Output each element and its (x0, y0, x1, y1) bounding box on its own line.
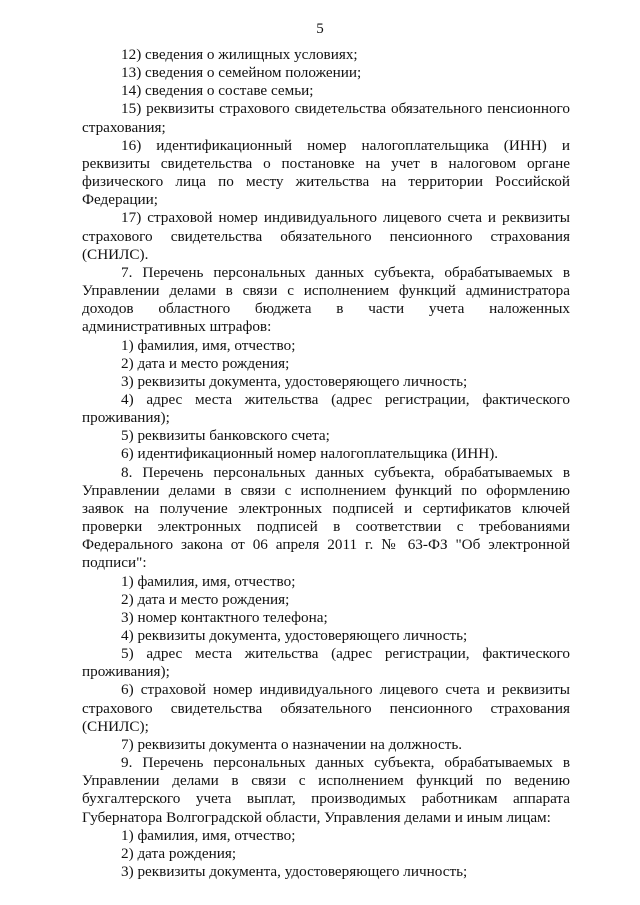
list-item: 12) сведения о жилищных условиях; (121, 46, 358, 63)
list-item: 6) страховой номер индивидуального лицевого счета и реквизиты страхового свидетельства обязательного пенсионного страхования (СНИЛС); (82, 681, 570, 735)
list-item: 2) дата и место рождения; (121, 590, 290, 608)
section-paragraph: 7. Перечень персональных данных субъекта, обрабатываемых в Управлении делами в связи с исполнением функций администратора доходов областного бюджета в части учета наложенных административных штрафов: (82, 263, 570, 336)
list-item: 3) реквизиты документа, удостоверяющего личность; (121, 863, 468, 881)
list-item: 16) идентификационный номер налогоплательщика (ИНН) и реквизиты свидетельства о постановке на учет в налоговом органе физического лица по месту жительства на территории Российской Федерации; (82, 136, 570, 209)
section-paragraph: 9. Перечень персональных данных субъекта, обрабатываемых в Управлении делами в связи с исполнением функций по ведению бухгалтерского учета выплат, производимых работникам аппарата Губернатора Волгоградской области, Управления делами и иным лицам: (82, 754, 570, 826)
list-item: 15) реквизиты страхового свидетельства обязательного пенсионного страхования; (82, 100, 570, 136)
list-item: 13) сведения о семейном положении; (121, 64, 362, 82)
list-item: 7) реквизиты документа о назначении на должность. (121, 735, 463, 753)
document-body (82, 46, 570, 881)
list-item: 5) реквизиты банковского счета; (121, 427, 330, 445)
list-item: 1) фамилия, имя, отчество; (121, 826, 296, 844)
list-item: 1) фамилия, имя, отчество; (121, 572, 296, 590)
list-item: 17) страховой номер индивидуального лицевого счета и реквизиты страхового свидетельства обязательного пенсионного страхования (СНИЛС). (82, 209, 570, 263)
list-item: 3) реквизиты документа, удостоверяющего личность; (121, 372, 468, 390)
list-item: 1) фамилия, имя, отчество; (121, 336, 296, 354)
list-item: 4) реквизиты документа, удостоверяющего личность; (121, 627, 468, 644)
section-paragraph: 8. Перечень персональных данных субъекта, обрабатываемых в Управлении делами в связи с исполнением функций по оформлению заявок на получение электронных подписей и сертификатов ключей проверки электронных подписей в соответствии с требованиями Федерального закона от 06 апреля 2011 г. № 63-ФЗ "Об электронной подписи": (82, 463, 570, 572)
list-item: 14) сведения о составе семьи; (121, 82, 314, 100)
list-item: 2) дата рождения; (121, 844, 237, 862)
list-item: 5) адрес места жительства (адрес регистрации, фактического проживания); (82, 645, 570, 681)
list-item: 3) номер контактного телефона; (121, 608, 328, 626)
list-item: 6) идентификационный номер налогоплательщика (ИНН). (121, 445, 499, 463)
page-number: 5 (316, 21, 324, 37)
list-item: 4) адрес места жительства (адрес регистрации, фактического проживания); (82, 390, 570, 427)
list-item: 2) дата и место рождения; (121, 354, 290, 372)
